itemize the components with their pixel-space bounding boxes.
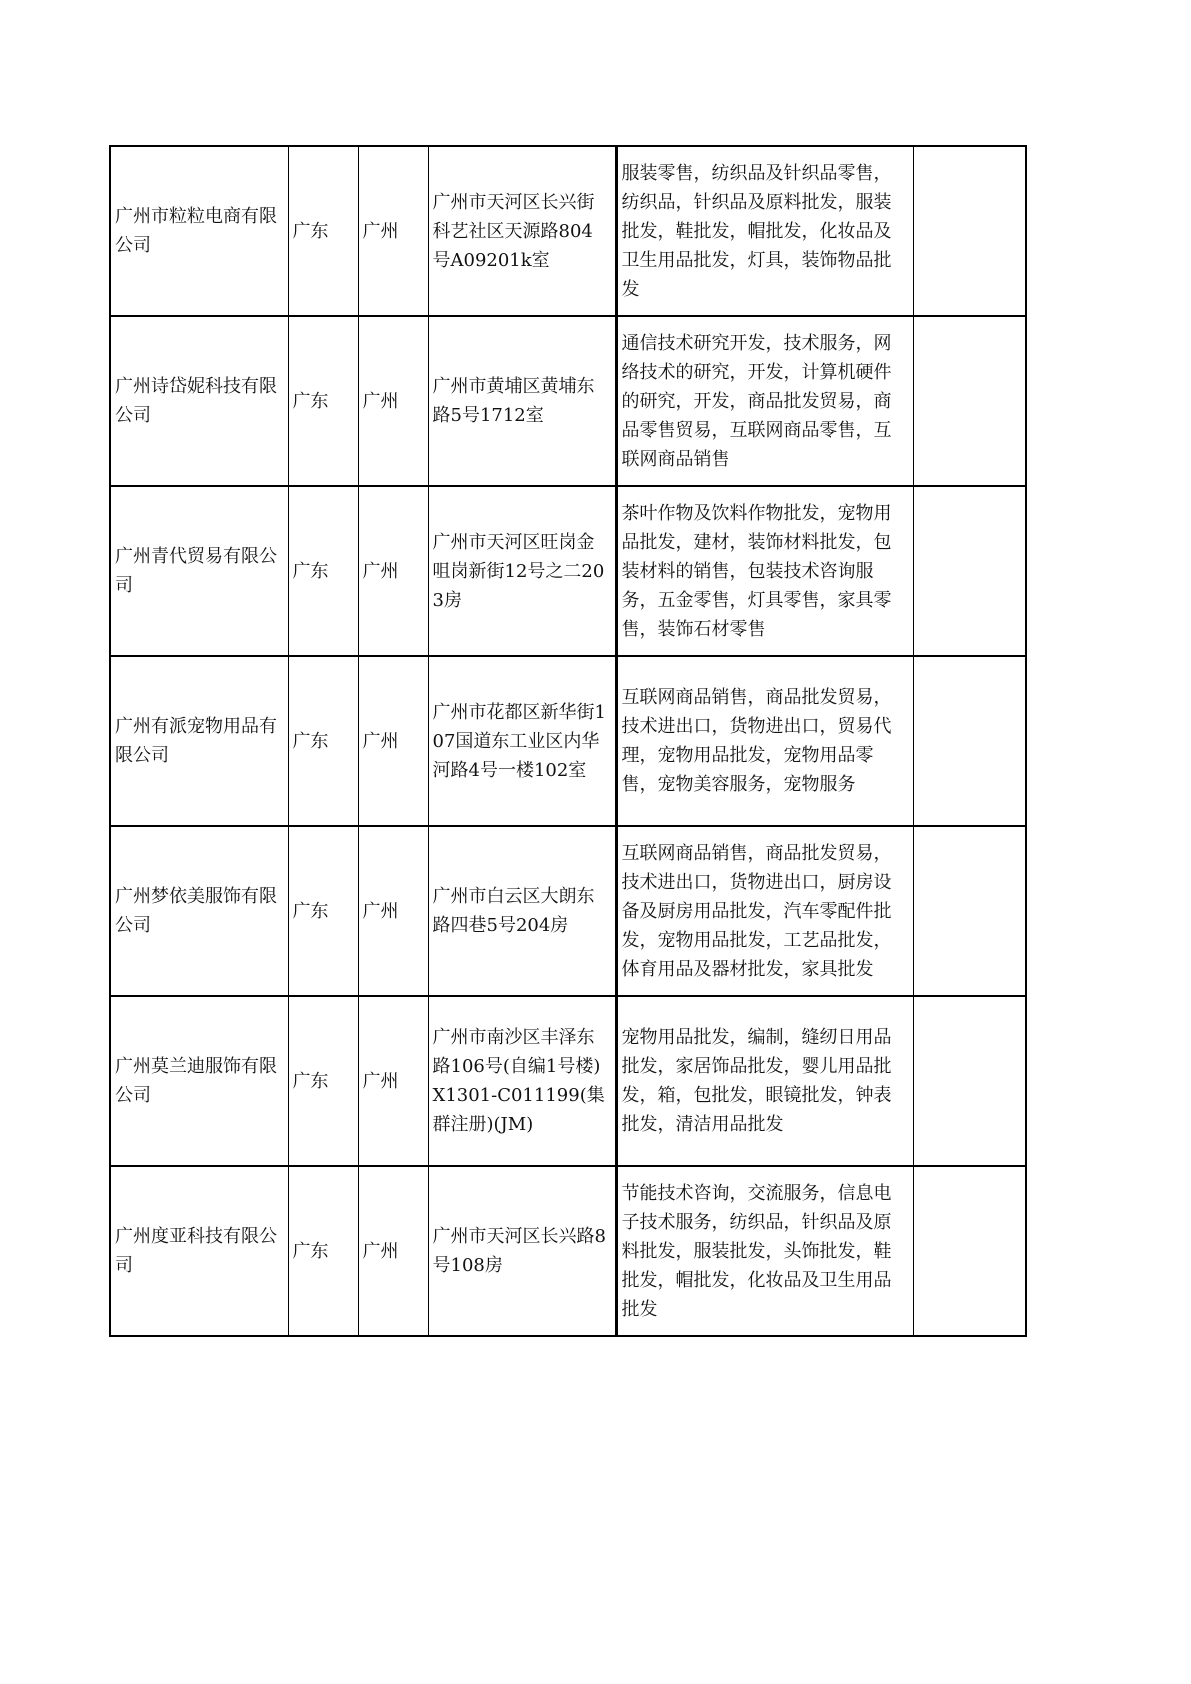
address-cell: 广州市天河区旺岗金咀岗新街12号之二203房 xyxy=(428,486,616,656)
city-cell: 广州 xyxy=(358,146,428,316)
table-row xyxy=(110,146,1026,316)
company-name-cell: 广州市粒粒电商有限公司 xyxy=(110,146,288,316)
address-cell: 广州市黄埔区黄埔东路5号1712室 xyxy=(428,316,616,486)
table-row xyxy=(110,996,1026,1166)
extra-cell xyxy=(913,1166,1026,1336)
business-scope-cell: 互联网商品销售，商品批发贸易，技术进出口，货物进出口，厨房设备及厨房用品批发，汽车零配件批发，宠物用品批发，工艺品批发，体育用品及器材批发，家具批发 xyxy=(616,826,913,996)
province-cell: 广东 xyxy=(288,486,358,656)
company-table-body xyxy=(110,146,1026,1336)
province-cell: 广东 xyxy=(288,1166,358,1336)
city-cell: 广州 xyxy=(358,486,428,656)
company-table xyxy=(109,145,1027,1337)
province-cell: 广东 xyxy=(288,996,358,1166)
business-scope-cell: 互联网商品销售，商品批发贸易，技术进出口，货物进出口，贸易代理，宠物用品批发，宠物用品零售，宠物美容服务，宠物服务 xyxy=(616,656,913,826)
table-row xyxy=(110,656,1026,826)
city-cell: 广州 xyxy=(358,656,428,826)
company-name-cell: 广州诗岱妮科技有限公司 xyxy=(110,316,288,486)
company-name-cell: 广州莫兰迪服饰有限公司 xyxy=(110,996,288,1166)
table-row xyxy=(110,316,1026,486)
business-scope-cell: 节能技术咨询，交流服务，信息电子技术服务，纺织品，针织品及原料批发，服装批发，头饰批发，鞋批发，帽批发，化妆品及卫生用品批发 xyxy=(616,1166,913,1336)
table-row xyxy=(110,486,1026,656)
business-scope-cell: 茶叶作物及饮料作物批发，宠物用品批发，建材，装饰材料批发，包装材料的销售，包装技术咨询服务，五金零售，灯具零售，家具零售，装饰石材零售 xyxy=(616,486,913,656)
city-cell: 广州 xyxy=(358,316,428,486)
address-cell: 广州市天河区长兴街科艺社区天源路804号A09201k室 xyxy=(428,146,616,316)
province-cell: 广东 xyxy=(288,656,358,826)
city-cell: 广州 xyxy=(358,996,428,1166)
business-scope-cell: 宠物用品批发，编制，缝纫日用品批发，家居饰品批发，婴儿用品批发，箱，包批发，眼镜批发，钟表批发，清洁用品批发 xyxy=(616,996,913,1166)
address-cell: 广州市南沙区丰泽东路106号(自编1号楼)X1301-C011199(集群注册)(JM) xyxy=(428,996,616,1166)
extra-cell xyxy=(913,146,1026,316)
city-cell: 广州 xyxy=(358,826,428,996)
table-row xyxy=(110,826,1026,996)
extra-cell xyxy=(913,826,1026,996)
table-row xyxy=(110,1166,1026,1336)
company-name-cell: 广州有派宠物用品有限公司 xyxy=(110,656,288,826)
company-name-cell: 广州度亚科技有限公司 xyxy=(110,1166,288,1336)
business-scope-cell: 通信技术研究开发，技术服务，网络技术的研究，开发，计算机硬件的研究，开发，商品批发贸易，商品零售贸易，互联网商品零售，互联网商品销售 xyxy=(616,316,913,486)
province-cell: 广东 xyxy=(288,316,358,486)
province-cell: 广东 xyxy=(288,826,358,996)
address-cell: 广州市白云区大朗东路四巷5号204房 xyxy=(428,826,616,996)
company-name-cell: 广州青代贸易有限公司 xyxy=(110,486,288,656)
company-name-cell: 广州梦依美服饰有限公司 xyxy=(110,826,288,996)
extra-cell xyxy=(913,486,1026,656)
extra-cell xyxy=(913,656,1026,826)
address-cell: 广州市花都区新华街107国道东工业区内华河路4号一楼102室 xyxy=(428,656,616,826)
extra-cell xyxy=(913,996,1026,1166)
business-scope-cell: 服装零售，纺织品及针织品零售，纺织品，针织品及原料批发，服装批发，鞋批发，帽批发，化妆品及卫生用品批发，灯具，装饰物品批发 xyxy=(616,146,913,316)
province-cell: 广东 xyxy=(288,146,358,316)
address-cell: 广州市天河区长兴路8号108房 xyxy=(428,1166,616,1336)
city-cell: 广州 xyxy=(358,1166,428,1336)
extra-cell xyxy=(913,316,1026,486)
